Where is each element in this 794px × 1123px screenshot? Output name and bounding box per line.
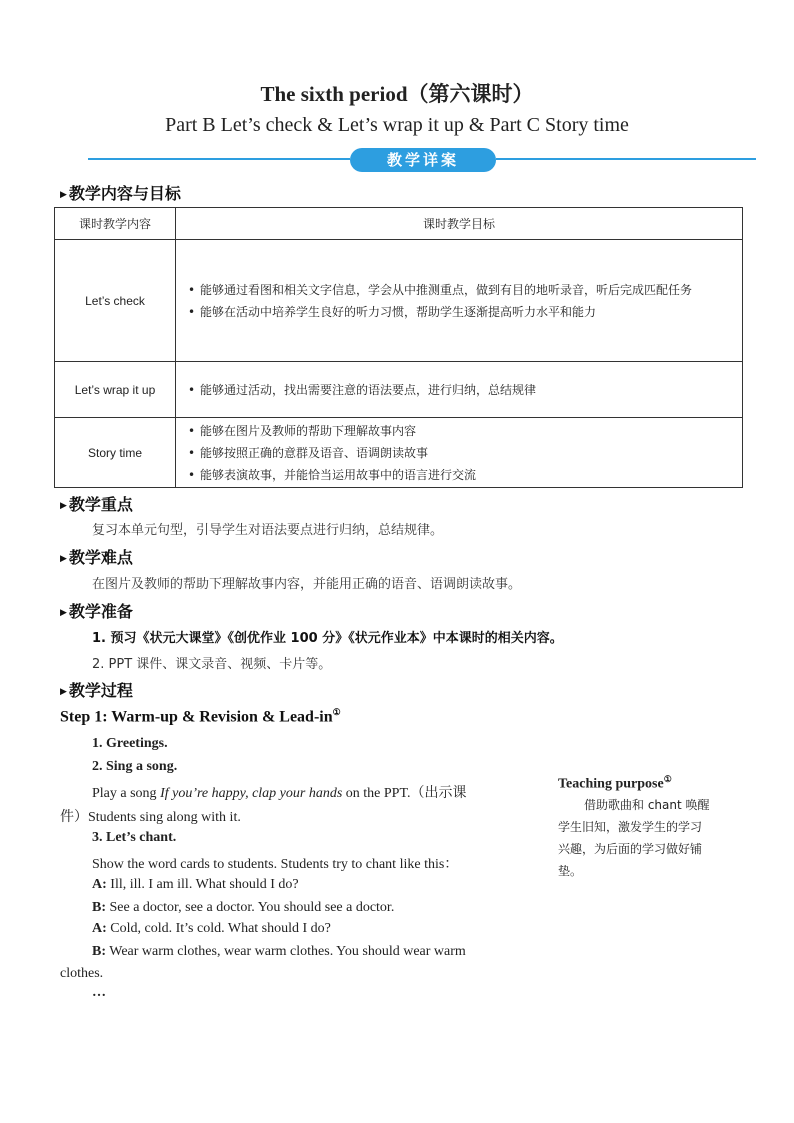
purpose-line: 学生旧知，激发学生的学习 (558, 820, 703, 834)
banner-line-left (88, 158, 350, 160)
step-title: Step 1: Warm-up & Revision & Lead-in① (60, 707, 341, 726)
key-points-text: 复习本单元句型，引导学生对语法要点进行归纳，总结规律。 (92, 523, 444, 538)
goal-item: • 能够在图片及教师的帮助下理解故事内容 (188, 420, 734, 442)
preparation-item-1: 1. 预习《状元大课堂》《创优作业 100 分》《状元作业本》中本课时的相关内容。 (92, 631, 563, 646)
section-heading-content-goals: ▶ 教学内容与目标 (60, 184, 181, 203)
table-cell-content: Story time (55, 418, 176, 488)
table-cell-content: Let’s wrap it up (55, 362, 176, 418)
triangle-bullet-icon: ▶ (60, 190, 67, 200)
section-heading-process: ▶ 教学过程 (60, 681, 133, 700)
teaching-purpose-title: Teaching purpose① (558, 774, 672, 792)
page-subtitle: Part B Let’s check & Let’s wrap it up & Part C Story time (165, 114, 629, 136)
purpose-line: 兴趣，为后面的学习做好铺 (558, 842, 703, 856)
table-cell-content: Let’s check (55, 240, 176, 362)
section-heading-preparation: ▶ 教学准备 (60, 602, 133, 621)
step-item-song: 2. Sing a song. (92, 759, 178, 774)
goal-item: • 能够按照正确的意群及语音、语调朗读故事 (188, 442, 734, 464)
ellipsis: … (92, 985, 106, 1000)
triangle-bullet-icon: ▶ (60, 501, 67, 511)
play-song-line-2: 件）Students sing along with it. (60, 810, 241, 825)
purpose-line: 借助歌曲和 chant 唤醒 (584, 798, 710, 812)
section-banner (88, 148, 756, 172)
section-heading-key-points: ▶ 教学重点 (60, 495, 133, 514)
step-item-greetings: 1. Greetings. (92, 736, 168, 751)
table-header-row (55, 208, 743, 240)
triangle-bullet-icon: ▶ (60, 608, 67, 618)
purpose-line: 垫。 (558, 864, 583, 878)
table-header-content: 课时教学内容 (55, 208, 176, 240)
table-row (55, 418, 743, 488)
dialogue-line: B: See a doctor, see a doctor. You should see a doctor. (92, 900, 395, 915)
footnote-mark: ① (332, 707, 341, 717)
table-row (55, 240, 743, 362)
page-title: The sixth period（第六课时） (260, 82, 534, 106)
triangle-bullet-icon: ▶ (60, 687, 67, 697)
table-cell-goals (176, 362, 743, 418)
teaching-purpose-text (558, 794, 734, 882)
song-title: If you’re happy, clap your hands (160, 786, 343, 801)
step-item-chant: 3. Let’s chant. (92, 830, 177, 845)
goal-item: • 能够在活动中培养学生良好的听力习惯，帮助学生逐渐提高听力水平和能力 (188, 301, 734, 323)
goal-item: • 能够表演故事，并能恰当运用故事中的语言进行交流 (188, 464, 734, 486)
dialogue-continuation: clothes. (60, 966, 104, 981)
section-heading-difficulties: ▶ 教学难点 (60, 548, 133, 567)
goal-item: • 能够通过看图和相关文字信息，学会从中推测重点，做到有目的地听录音，听后完成匹配任务 (188, 279, 734, 301)
table-row (55, 362, 743, 418)
dialogue-line: B: Wear warm clothes, wear warm clothes. You should wear warm (92, 944, 466, 959)
footnote-mark: ① (663, 774, 672, 784)
banner-label: 教学详案 (350, 148, 496, 172)
difficulties-text: 在图片及教师的帮助下理解故事内容，并能用正确的语音、语调朗读故事。 (92, 577, 522, 592)
play-song-line: Play a song If you’re happy, clap your hands on the PPT.（出示课 (92, 786, 467, 801)
chant-instruction: Show the word cards to students. Students try to chant like this： (92, 857, 459, 872)
goal-item: • 能够通过活动，找出需要注意的语法要点，进行归纳，总结规律 (188, 379, 734, 401)
dialogue-line: A: Cold, cold. It’s cold. What should I do? (92, 921, 331, 936)
table-header-goals: 课时教学目标 (176, 208, 743, 240)
triangle-bullet-icon: ▶ (60, 554, 67, 564)
banner-line-right (496, 158, 756, 160)
table-cell-goals (176, 418, 743, 488)
table-cell-goals (176, 240, 743, 362)
dialogue-line: A: Ill, ill. I am ill. What should I do? (92, 877, 299, 892)
preparation-item-2: 2. PPT 课件、课文录音、视频、卡片等。 (92, 657, 332, 672)
goals-table (54, 207, 743, 488)
